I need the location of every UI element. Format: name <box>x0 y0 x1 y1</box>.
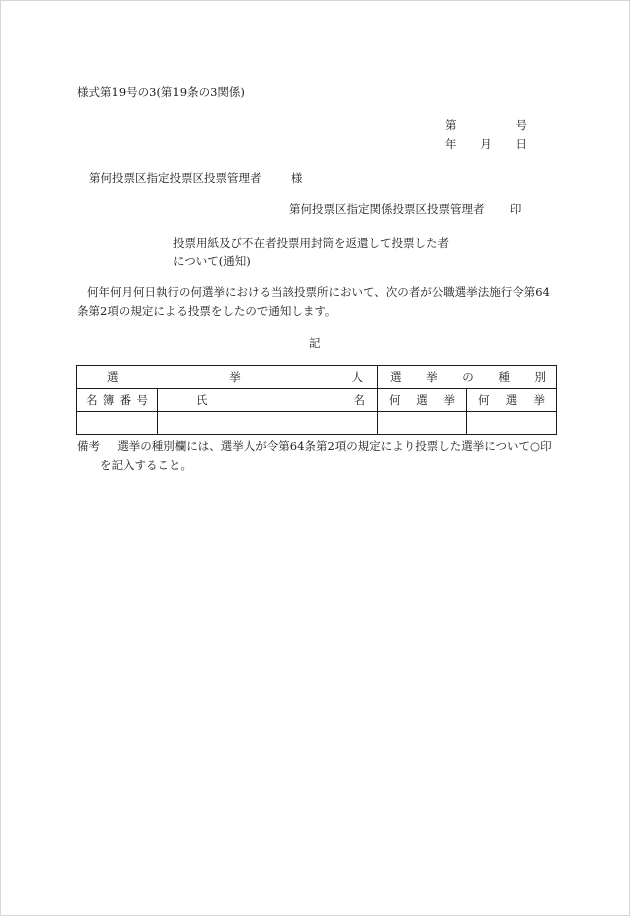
remarks-text-line-2: を記入すること。 <box>100 458 192 472</box>
voter-table <box>76 365 557 435</box>
table-header-row-2 <box>77 389 557 412</box>
date-line <box>445 136 527 152</box>
header-name <box>158 389 378 412</box>
form-title: 様式第19号の3(第19条の3関係) <box>77 85 245 99</box>
header-char: 簿 <box>102 393 115 407</box>
header-char: 挙 <box>426 370 438 384</box>
table-row <box>77 412 557 435</box>
cell-name[interactable] <box>158 412 378 435</box>
document-number-line <box>445 117 527 133</box>
subject-line-2: について(通知) <box>173 254 251 268</box>
cell-election-2[interactable] <box>467 412 557 435</box>
cell-register-number[interactable] <box>77 412 158 435</box>
header-voter <box>77 366 378 389</box>
header-char: 氏 <box>196 393 208 407</box>
number-suffix: 号 <box>515 118 527 132</box>
date-day: 日 <box>515 137 527 151</box>
header-election-type <box>378 366 557 389</box>
header-char: 名 <box>353 393 365 407</box>
header-char: 選 <box>416 393 428 407</box>
header-char: 選 <box>505 393 518 407</box>
addressee <box>89 170 302 186</box>
addressee-honorific: 様 <box>290 171 303 185</box>
sender-name: 第何投票区指定関係投票区投票管理者 <box>289 202 485 216</box>
number-prefix: 第 <box>445 118 457 132</box>
ki-heading: 記 <box>309 336 321 350</box>
header-char: 名 <box>86 393 98 407</box>
sender <box>289 201 521 217</box>
remarks-text-line-1: 選挙の種別欄には、選挙人が令第64条第2項の規定により投票した選挙について○印 <box>117 439 552 453</box>
seal-mark: 印 <box>509 202 522 216</box>
header-char: 何 <box>478 393 490 407</box>
header-char: 番 <box>119 393 132 407</box>
header-char: 選 <box>107 370 119 384</box>
header-char: 挙 <box>533 393 545 407</box>
header-char: 挙 <box>229 370 241 384</box>
cell-election-1[interactable] <box>378 412 467 435</box>
header-char: 号 <box>136 393 148 407</box>
remarks <box>77 437 555 475</box>
header-char: 別 <box>534 370 546 384</box>
header-char: 選 <box>390 370 402 384</box>
remarks-label: 備考 <box>77 439 100 453</box>
body-text: 何年何月何日執行の何選挙における当該投票所において、次の者が公職選挙法施行令第64条第2項の規定による投票をしたので通知します。 <box>77 285 550 318</box>
header-register-number <box>77 389 158 412</box>
addressee-name: 第何投票区指定投票区投票管理者 <box>89 171 262 185</box>
date-month: 月 <box>480 137 492 151</box>
table-header-row-1 <box>77 366 557 389</box>
header-char: 何 <box>389 393 401 407</box>
subject-line-1: 投票用紙及び不在者投票用封筒を返還して投票した者 <box>173 236 449 250</box>
header-char: 種 <box>498 370 510 384</box>
header-election-1 <box>378 389 467 412</box>
header-char: 挙 <box>443 393 455 407</box>
header-char: の <box>462 370 474 384</box>
header-election-2 <box>467 389 557 412</box>
header-char: 人 <box>351 370 363 384</box>
date-year: 年 <box>445 137 457 151</box>
